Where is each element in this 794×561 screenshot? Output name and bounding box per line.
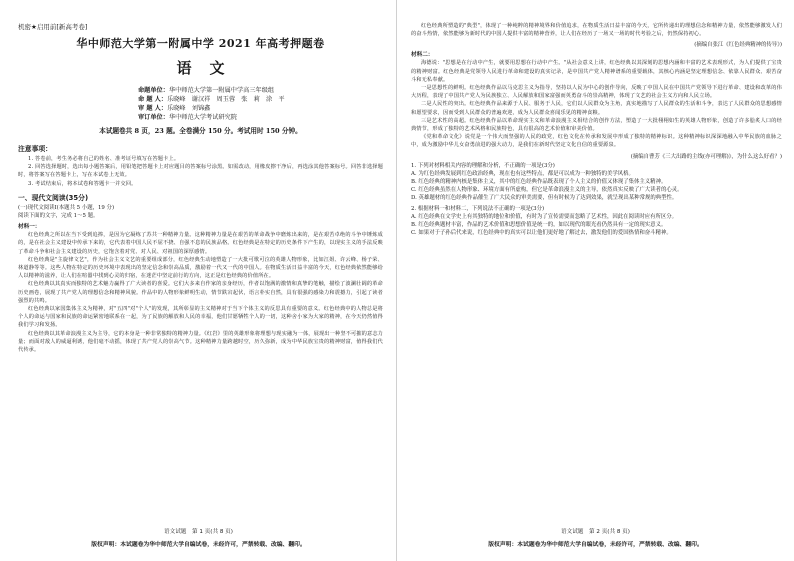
article-paragraph: 三是艺术性的高超。红色经典作品以革命现实主义和革命浪漫主义相结合的创作方法，塑造了一大批栩栩如生的英雄人物形象，创造了许多脍炙人口的经典情节，形成了独特的艺术风格和民族特色，具有很高的艺术价值和审美价值。 — [411, 117, 782, 133]
source-citation: (摘编自曹芳《三大出路的主线(亦可理解)》，为什么这么好看？) — [630, 153, 782, 160]
question-option: B. 红色经典的精神内核是集体主义，其中的红色经典作品既表现了个人主义的价值又体现了集体主义精神。 — [411, 179, 667, 186]
notice-item: 3. 考试结束后，将本试卷和答题卡一并交回。 — [28, 180, 137, 187]
question-option: D. 英雄题材的红色经典作品催生了广大民众的审美需要，但有时候为了达到效果，就呈现出某种常规的典型性。 — [411, 195, 678, 202]
credit-row: 审 题 人：乐晓峰 刘锦鑫 — [138, 105, 211, 112]
copyright-notice: 版权声明：本试题卷为华中师范大学自编试卷，未经许可，严禁转载、改编、翻印。 — [91, 542, 306, 548]
instruction: 阅读下面的文字，完成 1～5 题。 — [18, 213, 99, 220]
question-2: 2. 根据材料一和材料二，下列说法不正确的一项是(3分) — [411, 205, 545, 212]
page-footer: 语文试题 第 2 页(共 8 页) — [561, 529, 630, 535]
material-label: 材料二： — [411, 52, 434, 59]
page-2 — [397, 0, 794, 561]
article-paragraph: 红色经典之所以在当下受到追捧，是因为它凝练了苏共一种精神力量。这种精神力量是在艰苦的革命战争中磨炼出来的，是在艰苦卓绝的斗争中锤炼成的，是在社会主义建设中传承下来的，它代表着中国人民不屈不挠、自强不息的民族品格。红色经典是在特定的历史条件下产生的，以现实主义的手法反映了革命斗争和社会主义建设的历史，它饱含着对党、对人民、对祖国的深厚感情。 — [18, 232, 383, 255]
article-paragraph: 红色经典以家国集体主义为精神，对"五四"对"个人"的发现，其所彰显的主义精神对于当下个体主义的反思具有重要的意义。红色经典中的人物总是将个人的命运与国家和民族的命运紧密地联系在一起，为了民族的解放和人民的幸福，他们甘愿牺牲个人的一切，这种舍小家为大家的精神，在今天仍然值得我们学习和发扬。 — [18, 306, 383, 329]
subject-title: 语文 — [176, 59, 243, 77]
credits-block — [18, 86, 383, 122]
question-option: A. 为红色经典发展到红色政治经典，现在也有这些特点，都是可以成为一种独特的美学风格。 — [411, 170, 634, 177]
article-paragraph: 《党和革命文化》说党是一个伟大而坚强的人民的政党，红色文化在传承和发展中形成了独特的精神标识。这种精神标识深深地融入中华民族的血脉之中，成为激励中华儿女奋勇前进的强大动力，是我们在新时代坚定文化自信的重要源泉。 — [411, 134, 782, 149]
article-paragraph: 红色经典是"主旋律文艺"，作为社会主义文艺的重要组成部分，红色经典生动地塑造了一大批可歌可泣的英雄人物形象，比如江姐、许云峰、杨子荣、林道静等等。这些人物在特定的历史环境中表现出的坚定信念和崇高品质，激励着一代又一代的中国人。在物质生活日益丰富的今天，红色经典依然能够给人以精神的滋养，让人们在喧嚣中找到心灵的归宿，在迷茫中坚定前行的方向，这正是红色经典的价值所在。 — [18, 256, 383, 280]
credit-row: 命 题 人：乐晓峰 谢汉祥 周玉蓉 张 莉 涂 平 — [138, 96, 285, 103]
article-paragraph: 一是思想性的鲜明。红色经典作品以马克思主义为指导，坚持以人民为中心的创作导向，反映了中国人民在中国共产党领导下进行革命、建设和改革的伟大历程，表现了中国共产党人为民族独立、人民解放和国家富强而英勇奋斗的崇高精神，体现了文艺的社会主义方向和人民立场。 — [411, 85, 782, 100]
article-paragraph: 海德说："思想是在行动中产生，就要用思想在行动中产生。"从社会意义上讲，红色经典以其深刻的思想内涵和丰富的艺术表现形式，为人们提供了宝贵的精神财富。红色经典是党领导人民进行革命和建设的真实记录，是中国共产党人精神谱系的重要载体，其核心内涵是坚定理想信念、依靠人民群众、艰苦奋斗和无私奉献。 — [411, 60, 782, 83]
material-label: 材料一： — [18, 224, 41, 231]
question-1: 1. 下列对材料相关内容的理解和分析，不正确的一项是(3分) — [411, 162, 555, 169]
exam-info: 本试题卷共 8 页，23 题。全卷满分 150 分。考试用时 150 分钟。 — [99, 127, 302, 135]
source-citation: (摘编自张江《红色经典精神的传导》) — [694, 42, 782, 49]
article-paragraph: 红色经典所塑造的"典型"，体现了一种纯粹的精神境界和价值追求，在物质生活日益丰富的今天，它所传递出的理想信念和精神力量，依然能够激发人们的奋斗热情，依然能够为新时代的中国人提供丰富的精神营养，让人们在经历了一场又一场的时代考验之后，仍然保持初心。 — [411, 23, 782, 38]
question-option: C. 如果对于子孙后代来说，红色经典中的真实可以让他们更好地了解过去，激发他们的爱国热情和奋斗精神。 — [411, 230, 672, 237]
article-paragraph: 红色经典以其革命浪漫主义为主导，它的本身是一种非常独特的精神力量。《红岩》里的英雄形象将理想与现实融为一体，展现出一种坚不可摧的意志力量；而面对敌人的威逼利诱，他们毫不动摇，体现了共产党人的崇高气节。这种精神力量跨越时空，历久弥新，成为中华民族宝贵的精神财富，值得我们代代传承。 — [18, 330, 384, 354]
credit-row: 审订单位：华中师范大学考试研究院 — [138, 114, 237, 121]
copyright-notice: 版权声明：本试题卷为华中师范大学自编试卷，未经许可，严禁转载、改编、翻印。 — [488, 542, 703, 548]
notice-item: 1. 答卷前，考生务必将自己的姓名、准考证号填写在答题卡上。 — [28, 156, 180, 162]
article-paragraph: 二是人民性的突出。红色经典作品来源于人民、服务于人民，它们以人民群众为主角，真实地描写了人民群众的生活和斗争，表达了人民群众的思想感情和愿望要求，因而受到人民群众的普遍欢迎，成为人民群众喜闻乐见的精神食粮。 — [411, 101, 782, 116]
subsection-heading: (一)现代文阅读Ⅰ(本题共 5 小题，19 分) — [18, 204, 115, 211]
question-option: B. 红色经典题材丰富，作品的艺术价值和思想价值是统一的，如以现代的眼光看仍然具有一定的现实意义。 — [411, 222, 667, 229]
question-option: A. 红色经典在文学史上有其独特的地位和价值，有时为了宣传需要而忽略了艺术性，因此在阅读时应有所区分。 — [411, 213, 678, 220]
article-paragraph: 红色经典以其真实而独特的艺术魅力赢得了广大读者的喜爱。它们大多来自作家的亲身经历，作者以饱满的激情和真挚的笔触，描绘了波澜壮阔的革命历史画卷，展现了共产党人的理想信念和精神风貌。作品中的人物形象鲜明生动，情节跌宕起伏，语言朴实自然，具有很强的感染力和震撼力，引起了读者强烈的共鸣。 — [18, 281, 383, 304]
exam-title: 华中师范大学第一附属中学 2021 年高考押题卷 — [76, 37, 325, 50]
confidential-tag: 机密★启用前[新高考卷] — [18, 23, 88, 31]
notice-heading: 注意事项： — [18, 145, 52, 153]
question-option: C. 红色经典虽然在人物形象、环境方面有所虚构，但它是革命浪漫主义的主导，依然真实反映了广大读者的心灵。 — [411, 187, 683, 194]
section-heading: 一、现代文阅读(35分) — [18, 193, 89, 202]
notice-item: 2. 回答选择题时，选出每小题答案后，用铅笔把答题卡上对应题目的答案标号涂黑。如需改动，用橡皮擦干净后，再选涂其他答案标号。回答非选择题时，将答案写在答题卡上，写在本试卷上无效。 — [18, 164, 383, 179]
page-footer: 语文试题 第 1 页(共 8 页) — [164, 529, 233, 535]
credit-row: 命题单位：华中师范大学第一附属中学高三年级组 — [138, 87, 275, 94]
